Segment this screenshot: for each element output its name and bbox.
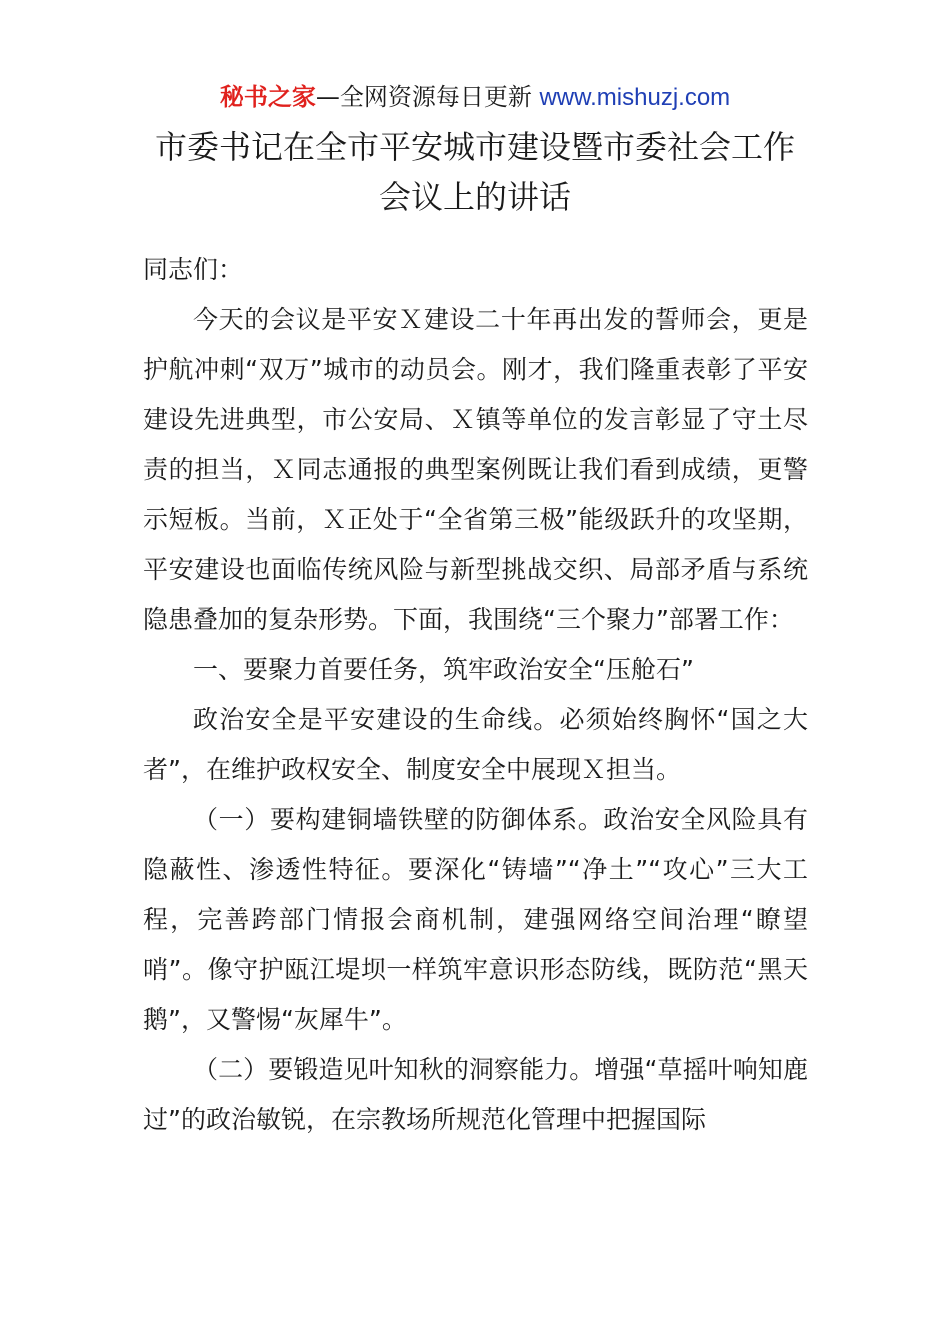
document-title xyxy=(0,122,950,222)
paragraph-opening: 今天的会议是平安Ｘ建设二十年再出发的誓师会，更是护航冲刺“双万”城市的动员会。刚才，我们隆重表彰了平安建设先进典型，市公安局、Ｘ镇等单位的发言彰显了守土尽责的担当，Ｘ同志通报的典型案例既让我们看到成绩，更警示短板。当前，Ｘ正处于“全省第三极”能级跃升的攻坚期，平安建设也面临传统风险与新型挑战交织、局部矛盾与系统隐患叠加的复杂形势。下面，我围绕“三个聚力”部署工作： xyxy=(143,305,808,634)
document-title-line-1: 市委书记在全市平安城市建设暨市委社会工作 xyxy=(154,128,795,166)
document-body xyxy=(143,245,808,1145)
document-title-line-2: 会议上的讲话 xyxy=(378,178,571,216)
paragraph-subsection-1: （一）要构建铜墙铁壁的防御体系。政治安全风险具有隐蔽性、渗透性特征。要深化“铸墙”“净土”“攻心”三大工程，完善跨部门情报会商机制，建强网络空间治理“瞭望哨”。像守护瓯江堤坝一样筑牢意识形态防线，既防范“黑天鹅”，又警惕“灰犀牛”。 xyxy=(143,805,808,1034)
site-header xyxy=(0,80,950,115)
site-url-link[interactable]: www.mishuzj.com xyxy=(539,84,731,111)
salutation: 同志们： xyxy=(143,255,244,284)
paragraph-subsection-2: （二）要锻造见叶知秋的洞察能力。增强“草摇叶响知鹿过”的政治敏锐，在宗教场所规范化管理中把握国际 xyxy=(143,1055,808,1134)
paragraph-political-security: 政治安全是平安建设的生命线。必须始终胸怀“国之大者”，在维护政权安全、制度安全中展现Ｘ担当。 xyxy=(143,705,808,784)
site-name: 秘书之家 xyxy=(219,83,316,111)
section-heading-1: 一、要聚力首要任务，筑牢政治安全“压舱石” xyxy=(193,655,694,684)
site-tagline: —全网资源每日更新 xyxy=(315,83,532,111)
